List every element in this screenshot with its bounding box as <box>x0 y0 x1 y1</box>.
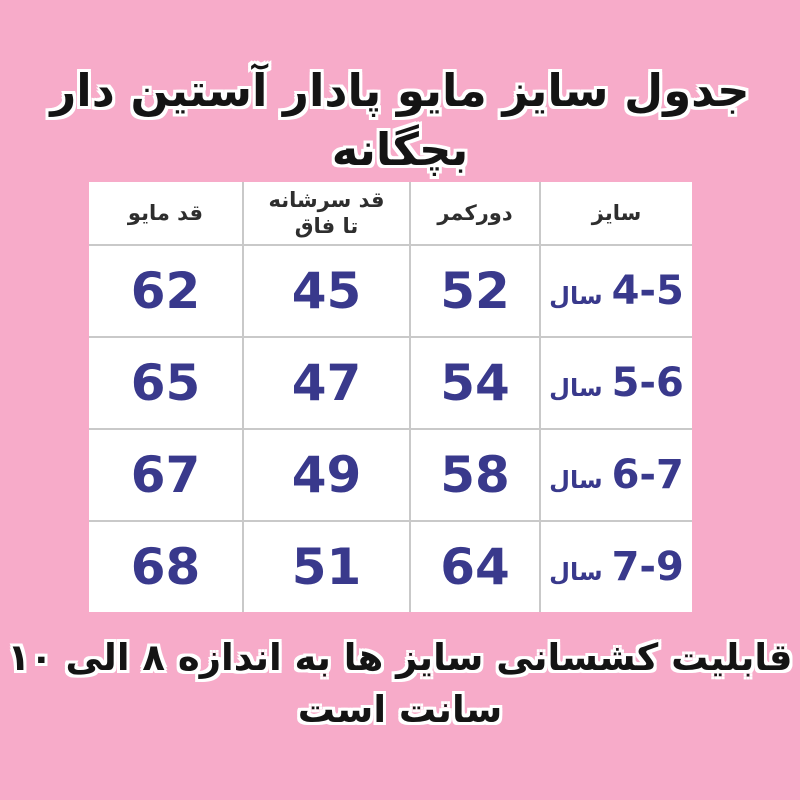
column-header-suit-length-label: قد مایو <box>127 200 204 225</box>
column-header-size-label: سایز <box>591 200 642 225</box>
column-header-waist-label: دورکمر <box>437 200 513 225</box>
page-title: جدول سایز مایو پادار آستین دار بچگانه <box>50 64 750 176</box>
size-cell <box>540 245 692 337</box>
column-header-suit-length <box>89 182 243 245</box>
size-cell <box>540 521 692 612</box>
shoulder-to-crotch-value: 51 <box>243 521 410 612</box>
size-unit: سال <box>549 282 603 310</box>
waist-value: 54 <box>410 337 540 429</box>
table-row <box>89 521 692 612</box>
shoulder-to-crotch-value: 49 <box>243 429 410 521</box>
suit-length-value: 65 <box>89 337 243 429</box>
stretch-note: قابلیت کشسانی سایز ها به اندازه ۸ الی ۱۰ سانت است <box>7 636 793 731</box>
size-cell <box>540 337 692 429</box>
size-cell <box>540 429 692 521</box>
column-header-size <box>540 182 692 245</box>
table-row <box>89 429 692 521</box>
size-unit: سال <box>549 374 603 402</box>
column-header-shoulder-to-crotch-label: قد سرشانه تا فاق <box>268 187 385 238</box>
suit-length-value: 62 <box>89 245 243 337</box>
suit-length-value: 67 <box>89 429 243 521</box>
waist-value: 64 <box>410 521 540 612</box>
size-range: 7-9 <box>611 544 684 590</box>
table-row <box>89 337 692 429</box>
size-table <box>89 182 692 612</box>
shoulder-to-crotch-value: 45 <box>243 245 410 337</box>
suit-length-value: 68 <box>89 521 243 612</box>
header-row <box>89 182 692 245</box>
waist-value: 52 <box>410 245 540 337</box>
waist-value: 58 <box>410 429 540 521</box>
size-range: 5-6 <box>611 360 684 406</box>
size-unit: سال <box>549 558 603 586</box>
column-header-waist <box>410 182 540 245</box>
column-header-shoulder-to-crotch <box>243 182 410 245</box>
size-range: 4-5 <box>611 268 684 314</box>
shoulder-to-crotch-value: 47 <box>243 337 410 429</box>
table-row <box>89 245 692 337</box>
size-range: 6-7 <box>611 452 684 498</box>
size-unit: سال <box>549 466 603 494</box>
